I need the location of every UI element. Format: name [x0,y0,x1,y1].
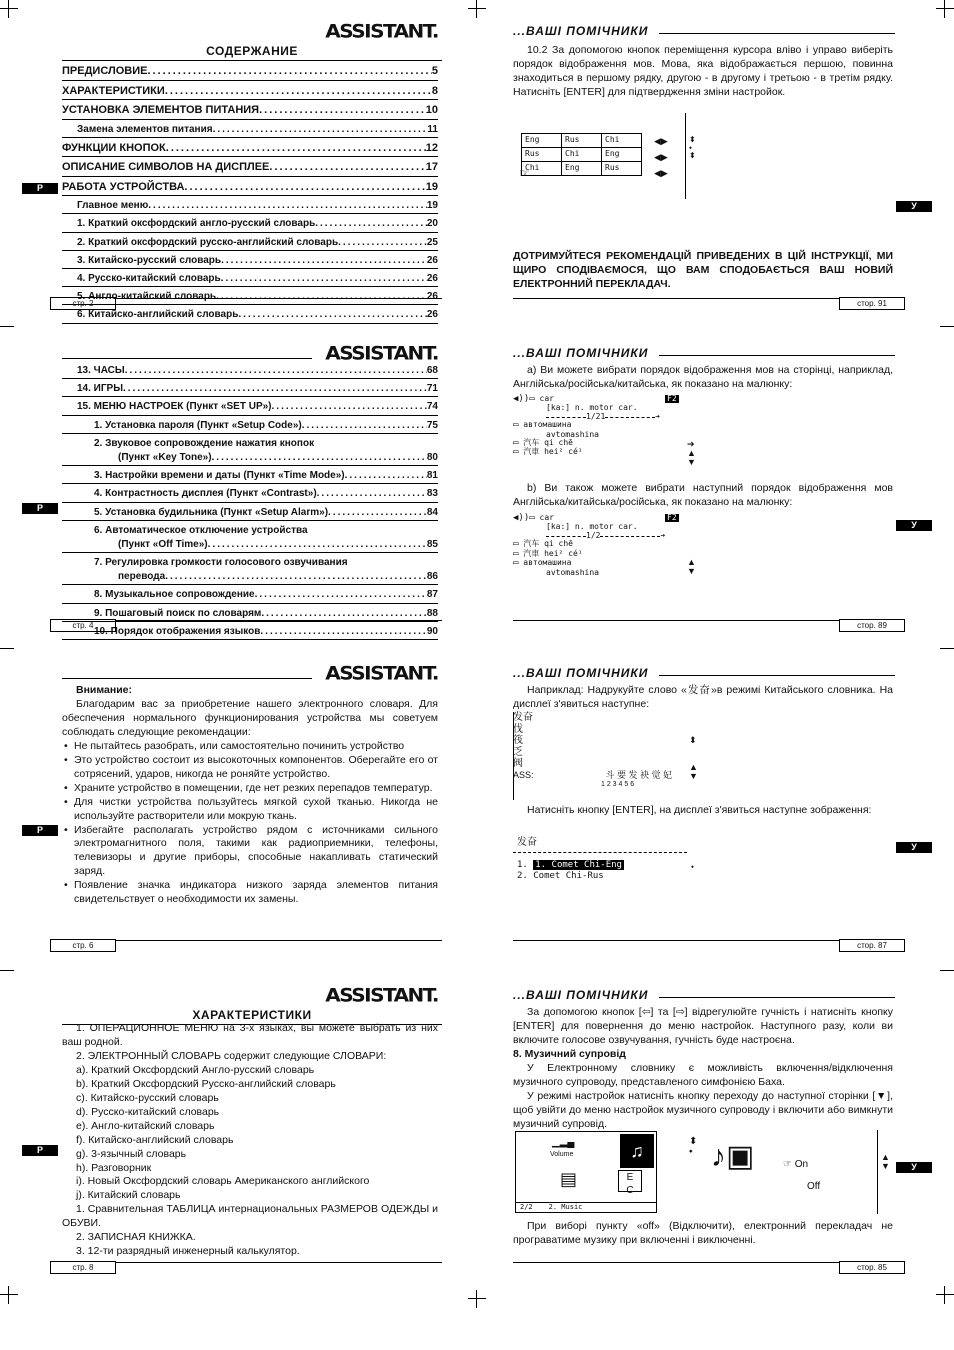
subheading: 8. Музичний супровід [513,1047,626,1060]
brand-logo: ASSISTANT. [325,341,438,365]
off-option[interactable]: Off [807,1181,821,1192]
toc-item[interactable]: 13. ЧАСЫ ..... 68 [62,364,438,379]
feature-line: d). Русско-китайский словарь [76,1105,220,1118]
toc-item[interactable]: Замена элементов питания ..... 11 [62,123,438,138]
lang-tab-ru: Р [22,825,58,836]
toc-item[interactable]: РАБОТА УСТРОЙСТВА ..... 19 [62,180,438,197]
body-text: При виборі пункту «off» (Відключити), електронний перекладач не програватиме музику при включенні і виключенні. [513,1220,893,1246]
toc-item[interactable]: ФУНКЦИИ КНОПОК ..... 12 [62,141,438,158]
toc-item[interactable]: 5. Англо-китайский словарь ..... 26 [62,290,438,305]
body-text [62,1022,438,1259]
toc-item[interactable]: 6. Китайско-английский словарь ..... 26 [62,308,438,323]
scroll-arrows-icon: ⬍ ▲ ▼ [689,735,698,781]
toc-item[interactable]: Главное меню ..... 19 [62,199,438,214]
menu-item-chi-rus[interactable]: 2. Comet Chi-Rus [517,871,604,881]
lcd-scrollbar [877,1130,878,1214]
feature-line: a). Краткий Оксфордский Англо-русский словарь [76,1063,315,1076]
language-icon: E C [618,1170,642,1192]
table-cell: Eng [602,148,642,162]
registration-mark [0,1286,18,1304]
lcd-line: 汽车 qi chē [523,539,573,549]
pointer-hand-icon: ☞ [783,1159,792,1170]
list-item: • Это устройство состоит из высокоточных компонентов. Оберегайте его от сотрясений, ударов, никогда не роняйте устройство. [62,754,438,782]
toc-item[interactable]: 2. Краткий оксфордский русско-английский словарь ..... 25 [62,236,438,251]
pointer-hand-icon: ☞ [519,166,530,180]
toc-item[interactable]: 9. Пошаговый поиск по словарям ..... 88 [62,607,438,622]
lang-tab-ua: У [896,1162,932,1173]
lcd-line: 汽车 qi chē [523,438,573,448]
toc-item[interactable]: 1. Установка пароля (Пункт «Setup Code») ..... 75 [62,419,438,434]
toc-item[interactable]: 4. Контрастность дисплея (Пункт «Contrast») ..... 83 [62,487,438,502]
list-item: • Появление значка индикатора низкого заряда элементов питания свидетельствует о необходимости их замены. [62,879,438,907]
footer-rule [513,1262,839,1263]
toc-item[interactable]: ХАРАКТЕРИСТИКИ ..... 8 [62,84,438,101]
lcd-label: Volume [550,1151,574,1158]
feature-line: h). Разговорник [76,1161,152,1174]
closing-note: ДОТРИМУЙТЕСЯ РЕКОМЕНДАЦІЙ ПРИВЕДЕНИХ В ЦІЙ ІНСТРУКЦІЇ, МИ ЩИРО СПОДІВАЄМОСЯ, ЩО ВАМ СПОДОБАЄТЬСЯ ВАШ НОВИЙ ЕЛЕКТРОННИЙ ПЕРЕКЛАДАЧ. [513,250,893,290]
footer-rule [116,940,442,941]
footer-rule [116,620,442,621]
scroll-arrows-icon: ⬍ ⬩ ⬍ [689,135,696,160]
feature-line: e). Англо-китайский словарь [76,1119,215,1132]
scroll-arrows-icon: ⬍ ⬩ [689,1136,698,1157]
language-order-table [521,133,642,176]
paragraph: У Електронному словнику є можливість включення/відключення музичного супроводу, представленого симфонією Баха. [513,1061,893,1088]
lcd-line: [ka:] n. motor car. [546,403,638,413]
section-title: ХАРАКТЕРИСТИКИ [62,1008,442,1025]
toc-item[interactable]: 8. Музыкальное сопровождение ..... 87 [62,588,438,603]
toc-item[interactable]: 14. ИГРЫ ..... 71 [62,382,438,397]
warning-heading: Внимание: [76,684,132,696]
lcd-progress: 1/2 ➔ [513,532,703,540]
lcd-line: avtomashina [546,567,599,577]
feature-line: 2. ЭЛЕКТРОННЫЙ СЛОВАРЬ содержит следующие СЛОВАРИ: [76,1049,387,1062]
music-box-icon: ♪▣ [711,1140,755,1173]
registration-mark [0,0,18,18]
section-title: СОДЕРЖАНИЕ [62,44,442,61]
toc-item[interactable]: 3. Настройки времени и даты (Пункт «Time Mode») ..... 81 [62,469,438,484]
page-91 [513,18,905,313]
list-item: • Для чистки устройства пользуйтесь мягкой сухой тканью. Никогда не используйте растворители или мокрую ткань. [62,796,438,824]
toc-item[interactable]: 10. Порядок отображения языков ..... 90 [62,625,438,640]
down-arrow-icon: ⬩ [691,862,694,871]
swap-arrows-icon: ◀▶ ◀▶ ◀▶ [654,136,668,178]
page-number: стор. 85 [839,1261,905,1274]
toc-item[interactable]: 4. Русско-китайский словарь ..... 26 [62,272,438,287]
page-4 [50,340,442,635]
page-number: стр. 8 [50,1261,116,1274]
toc-item[interactable]: 6. Автоматическое отключение устройства [94,524,308,536]
lcd-progress: 1/21 ➔ [513,413,703,421]
page-89 [513,340,905,635]
lcd-line: 1 2 3 4 5 6 [601,781,635,788]
toc-item[interactable]: 15. МЕНЮ НАСТРОЕК (Пункт «SET UP») ..... 74 [62,400,438,415]
rus-icon: ▭ [513,420,519,431]
lcd-line: 筏 [513,735,523,746]
feature-line: 2. ЗАПИСНАЯ КНИЖКА. [76,1231,196,1244]
scroll-arrows-icon: ▲ ▼ [687,557,696,576]
lcd-line: [ka:] n. motor car. [546,522,638,532]
table-cell: Eng [522,134,562,148]
chi-icon: ▭ [513,548,519,559]
on-option[interactable]: ☞ On [783,1159,809,1170]
toc-item[interactable]: 1. Краткий оксфордский англо-русский словарь ..... 20 [62,217,438,232]
footer-rule [513,620,839,621]
book-stack-icon: ▤ [560,1169,578,1189]
body-text: Наприклад: Надрукуйте слово «发奋»в режимі Китайського словника. На дисплеї з'явиться наступне: [513,684,893,710]
cut-mark [0,648,14,649]
section-header: ...ВАШІ ПОМІЧНИКИ [513,666,905,682]
table-cell: Chi [562,148,602,162]
body-text: b) Ви також можете вибрати наступний порядок відображення мов Англійська/китайська/російська, як показано на малюнку: [513,482,893,508]
footer-rule [116,1262,442,1263]
feature-line: f). Китайско-английский словарь [76,1133,234,1146]
toc-item[interactable]: перевода ..... 86 [62,570,438,585]
function-badge: F2 [667,394,677,403]
lcd-line: 汽車 hei² cé¹ [523,548,583,558]
toc-item[interactable]: (Пункт «Key Tone») ..... 80 [62,451,438,466]
table-cell: Eng [562,162,602,176]
lcd-settings-screen [515,1131,657,1213]
feature-line: c). Китайско-русский словарь [76,1091,219,1104]
footer-rule [513,940,839,941]
speaker-icon: ◀))▭ [513,394,535,404]
body-text [513,1006,893,1132]
page-number: стр. 4 [50,619,116,632]
table-cell: Chi [602,134,642,148]
footer-rule [513,298,839,299]
page-number: стор. 87 [839,939,905,952]
page-number: стр. 6 [50,939,116,952]
lcd-line: avtomashina [546,429,599,439]
volume-icon: ▁▂▄ [552,1137,575,1148]
paragraph: У режимі настройок натисніть кнопку переходу до наступної сторінки [▼], щоб увійти до меню настройок музичного супроводу і включити або вимкнути музичний супровід. [513,1089,893,1130]
registration-mark [468,0,486,18]
speaker-icon: ◀))▭ [513,513,535,523]
registration-mark [936,1286,954,1304]
brand-logo: ASSISTANT. [325,983,438,1007]
page-number: стор. 89 [839,619,905,632]
body-text [62,684,438,907]
table-of-contents [62,64,438,327]
lcd-separator [513,852,687,853]
toc-item[interactable]: 3. Китайско-русский словарь ..... 26 [62,254,438,269]
lang-tab-ru: Р [22,1145,58,1156]
feature-line: g). 3-язычный словарь [76,1147,187,1160]
feature-line: j). Китайский словарь [76,1189,181,1202]
function-badge: F2 [667,513,677,522]
lang-tab-ua: У [896,842,932,853]
registration-mark [936,0,954,18]
lcd-line: car [539,394,554,403]
toc-item[interactable]: 5. Установка будильника (Пункт «Setup Alarm») ..... 84 [62,506,438,521]
lcd-line: 发奋 [517,837,537,848]
section-header: ...ВАШІ ПОМІЧНИКИ [513,24,905,40]
lang-tab-ua: У [896,520,932,531]
feature-line: 3. 12-ти разрядный инженерный калькулятор. [76,1245,300,1258]
lcd-scrollbar [685,113,686,199]
toc-item[interactable]: УСТАНОВКА ЭЛЕМЕНТОВ ПИТАНИЯ ..... 10 [62,103,438,120]
brand-logo: ASSISTANT. [325,19,438,43]
lcd-line: автомашина [523,558,572,568]
page-number: стор. 91 [839,297,905,310]
header-rule [62,358,312,359]
cut-mark [940,326,954,327]
page-87 [513,660,905,955]
lcd-screen-a [513,395,703,458]
lang-tab-ru: Р [22,183,58,194]
lcd-line: автомашина [523,420,572,430]
page-8 [50,982,442,1277]
toc-item[interactable]: 7. Регулировка громкости голосового озвучивания [94,557,348,569]
cut-mark [940,970,954,971]
list-item: • Храните устройство в помещении, где нет резких перепадов температур. [62,782,438,796]
registration-mark [468,1290,486,1308]
toc-item[interactable]: 2. Звуковое сопровождение нажатия кнопок [94,437,315,449]
recommendation-list [62,740,438,907]
toc-item[interactable]: ПРЕДИСЛОВИЕ ..... 5 [62,64,438,81]
chi-icon: ▭ [513,447,519,458]
feature-line: 1. Сравнительная ТАБЛИЦА интернациональных РАЗМЕРОВ ОДЕЖДЫ и ОБУВИ. [62,1203,438,1230]
lcd-line: 阀 [513,758,523,769]
scroll-arrows-icon: ➔ ▲ ▼ [687,439,696,467]
table-of-contents [62,364,438,643]
cut-mark [940,648,954,649]
music-icon: ♫ [620,1134,654,1168]
lcd-line: 伐 [513,723,523,735]
table-cell: Rus [602,162,642,176]
toc-item[interactable]: (Пункт «Off Time») ..... 85 [62,538,438,553]
section-header: ...ВАШІ ПОМІЧНИКИ [513,346,905,362]
list-item: • Избегайте располагать устройство рядом с источниками сильного электромагнитного поля, такими как радиоприемники, телефоны, телевизоры и другие приборы, способные накапливать статический заряд. [62,824,438,880]
body-text: 10.2 За допомогою кнопок переміщення курсора вліво і управо виберіть порядок відображення мов. Мова, яка відображається першою, повинна знаходиться в першому рядку, другою - в другому і третьою - в третім рядку. Натисніть [ENTER] для підтвердження зміни настройок. [513,44,893,98]
menu-item-chi-eng[interactable]: 1. 1. Comet Chi-Eng [517,860,622,870]
lcd-menu [517,860,624,882]
intro-paragraph: Благодарим вас за приобретение нашего электронного словаря. Для обеспечения нормального функционирования устройства мы советуем соблюдать следующие рекомендации: [62,697,438,738]
lcd-line: 汽車 hei² cé¹ [523,447,583,457]
header-rule [62,678,312,679]
page-6 [50,660,442,955]
lang-tab-ua: У [896,201,932,212]
lcd-screen-chinese [513,712,703,789]
toc-item[interactable]: ОПИСАНИЕ СИМВОЛОВ НА ДИСПЛЕЕ ..... 17 [62,160,438,177]
cut-mark [0,970,14,971]
cut-mark [0,326,14,327]
table-cell: Rus [522,148,562,162]
feature-line: b). Краткий Оксфордский Русско-английский словарь [76,1077,336,1090]
lcd-screen-b [513,514,703,577]
table-cell: Chi [522,162,562,176]
chi-icon: ▭ [513,539,519,550]
footer-rule [116,298,442,299]
body-text: Натисніть кнопку [ENTER], на дисплеї з'явиться наступне зображення: [527,804,872,816]
scroll-arrows-icon: ▲ ▼ [881,1152,890,1171]
lcd-border [513,712,514,800]
lcd-status-bar: 2/2 2. Music [516,1202,656,1212]
feature-line: i). Новый Оксфордский словарь Американского английского [76,1175,370,1188]
page-2 [50,18,442,321]
lang-tab-ru: Р [22,503,58,514]
page-number: стр. 2 [50,297,116,310]
feature-line: 1. ОПЕРАЦИОННОЕ МЕНЮ на 3-х языках, вы можете выбрать из них ваш родной. [62,1022,438,1048]
page-85 [513,982,905,1277]
chi-icon: ▭ [513,438,519,449]
lcd-line: car [539,513,554,522]
lcd-line: ASS: 斗 要 发 袂 觉 妃 [513,769,673,780]
lcd-line: 发奋 [513,712,533,723]
lcd-line: 乏 [513,746,523,758]
brand-logo: ASSISTANT. [325,661,438,685]
body-text: a) Ви можете вибрати порядок відображення мов на сторінці, наприклад, Англійська/російська/китайська, як показано на малюнку: [513,364,893,390]
section-header: ...ВАШІ ПОМІЧНИКИ [513,988,905,1004]
rus-icon: ▭ [513,558,519,569]
list-item: • Не пытайтесь разобрать, или самостоятельно починить устройство [62,740,438,754]
table-cell: Rus [562,134,602,148]
paragraph: За допомогою кнопок [⇦] та [⇨] відрегулюйте гучність і натисніть кнопку [ENTER] для повернення до меню настройок. Наступного разу, коли ви включите голосове озвучування, гучність буде настроєна. [513,1006,893,1046]
